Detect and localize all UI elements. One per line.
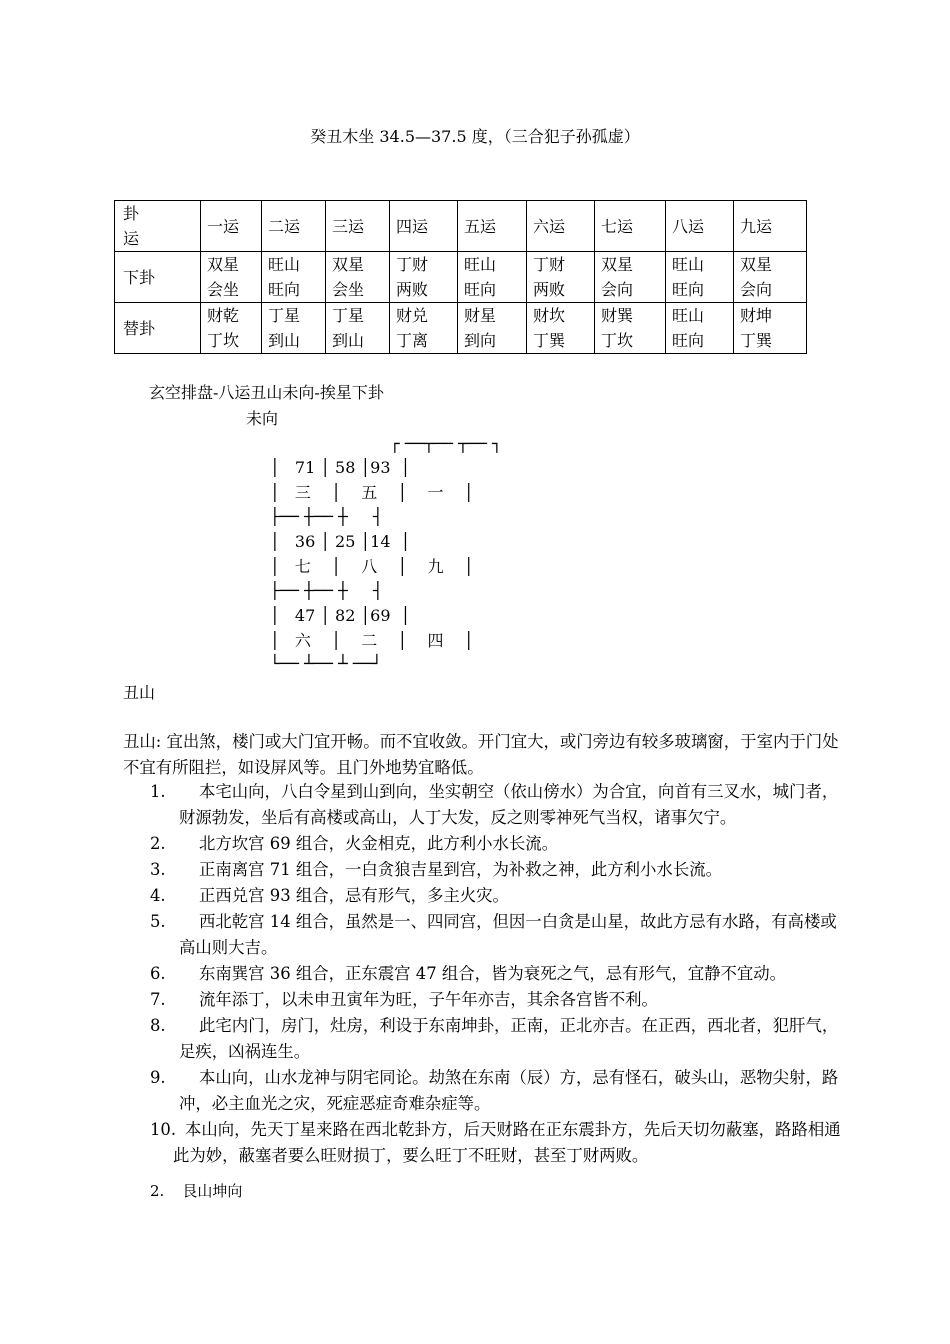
table-cell: 旺山 旺向 <box>666 303 734 354</box>
table-cell: 旺山 旺向 <box>666 252 734 303</box>
grid-bottom-border: └── ┴── ┴ ──┘ <box>270 654 382 673</box>
next-section-heading: 2. 艮山坤向 <box>150 1182 243 1200</box>
list-item: 9. 本山向，山水龙神与阴宅同论。劫煞在东南（辰）方，忌有怪石，破头山，恶物尖射，路冲，必主血光之灾，死症恶症奇难杂症等。 <box>150 1068 839 1113</box>
list-item: 7. 流年添丁，以未申丑寅年为旺，子午年亦吉，其余各宫皆不利。 <box>150 990 658 1009</box>
table-cell: 财坎 丁巽 <box>527 303 595 354</box>
list-item: 1. 本宅山向，八白令星到山到向，坐实朝空（依山傍水）为合宜，向首有三叉水，城门者，财源勃发，坐后有高楼或高山，人丁大发，反之则零神死气当权，诸事欠宁。 <box>150 782 839 827</box>
yun-header-2: 二运 <box>262 201 326 252</box>
table-cell: 旺山 旺向 <box>458 252 527 303</box>
page-title: 癸丑木坐 34.5—37.5 度，（三合犯子孙孤虚） <box>310 127 640 146</box>
table-row-tigua <box>115 303 807 354</box>
yun-table <box>114 200 807 354</box>
row-label: 替卦 <box>115 303 201 354</box>
intro-paragraph: 丑山: 宜出煞，楼门或大门宜开畅。而不宜收敛。开门宜大，或门旁边有较多玻璃窗，于室内于门处不宜有所阻拦，如设屏风等。且门外地势宜略低。 <box>123 732 839 777</box>
table-cell: 旺山 旺向 <box>262 252 326 303</box>
list-item: 8. 此宅内门，房门，灶房，利设于东南坤卦，正南，正北亦吉。在正西，西北者，犯肝气，足疾，凶祸连生。 <box>150 1016 839 1061</box>
list-item: 2. 北方坎宫 69 组合，火金相克，此方利小水长流。 <box>150 834 559 853</box>
grid-row-yun-1: │ 三 │ 五 │ 一 │ <box>270 483 474 502</box>
analysis-list <box>123 779 850 1169</box>
yun-header-7: 七运 <box>595 201 666 252</box>
yun-header-8: 八运 <box>666 201 734 252</box>
table-cell: 财坤 丁巽 <box>734 303 807 354</box>
grid-row-yun-2: │ 七 │ 八 │ 九 │ <box>270 557 474 576</box>
table-cell: 财星 到向 <box>458 303 527 354</box>
list-item: 6. 东南巽宫 36 组合，正东震宫 47 组合，皆为衰死之气，忌有形气，宜静不宜动。 <box>150 964 787 983</box>
table-cell: 丁星 到山 <box>262 303 326 354</box>
grid-top-border: ┌ ──┬── ┬── ┐ <box>390 434 502 453</box>
yun-header-4: 四运 <box>390 201 458 252</box>
yun-header-6: 六运 <box>527 201 595 252</box>
yun-header-5: 五运 <box>458 201 527 252</box>
grid-separator-2: ├── ┼── ┼ ┤ <box>270 581 383 600</box>
grid-row-stars-1: │ 71 │ 58 │93 │ <box>270 458 411 477</box>
grid-row-stars-3: │ 47 │ 82 │69 │ <box>270 606 411 625</box>
table-row-xiagua <box>115 252 807 303</box>
table-cell: 双星 会向 <box>595 252 666 303</box>
table-cell: 丁星 到山 <box>326 303 390 354</box>
facing-label: 未向 <box>246 409 279 428</box>
chart-heading: 玄空排盘-八运丑山未向-挨星下卦 <box>149 383 384 402</box>
table-cell: 丁财 两败 <box>390 252 458 303</box>
yun-header-9: 九运 <box>734 201 807 252</box>
row-label: 下卦 <box>115 252 201 303</box>
table-cell: 双星 会坐 <box>326 252 390 303</box>
sitting-label: 丑山 <box>123 683 156 702</box>
table-cell: 财巽 丁坎 <box>595 303 666 354</box>
yun-header-1: 一运 <box>201 201 262 252</box>
yun-header-3: 三运 <box>326 201 390 252</box>
list-item: 4. 正西兑宫 93 组合，忌有形气，多主火灾。 <box>150 886 509 905</box>
table-header-row <box>115 201 807 252</box>
table-corner-cell: 卦 运 <box>115 201 201 252</box>
grid-row-stars-2: │ 36 │ 25 │14 │ <box>270 532 411 551</box>
list-item: 3. 正南离宫 71 组合，一白贪狼吉星到宫，为补救之神，此方利小水长流。 <box>150 860 722 879</box>
table-cell: 丁财 两败 <box>527 252 595 303</box>
list-item: 10. 本山向，先天丁星来路在西北乾卦方，后天财路在正东震卦方，先后天切勿蔽塞，路路相通此为妙，蔽塞者要么旺财损丁，要么旺丁不旺财，甚至丁财两败。 <box>150 1120 841 1165</box>
list-item: 5. 西北乾宫 14 组合，虽然是一、四同宫，但因一白贪是山星，故此方忌有水路，有高楼或高山则大吉。 <box>150 912 837 957</box>
table-cell: 双星 会向 <box>734 252 807 303</box>
table-cell: 财兑 丁离 <box>390 303 458 354</box>
grid-separator-1: ├── ┼── ┼ ┤ <box>270 507 383 526</box>
table-cell: 双星 会坐 <box>201 252 262 303</box>
table-cell: 财乾 丁坎 <box>201 303 262 354</box>
grid-row-yun-3: │ 六 │ 二 │ 四 │ <box>270 631 474 650</box>
